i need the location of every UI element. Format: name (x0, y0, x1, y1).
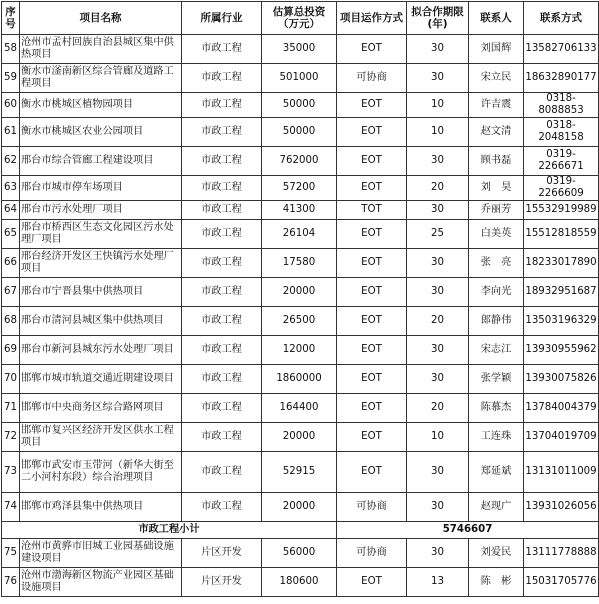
cell-mode: EOT (337, 452, 407, 493)
cell-mode: 可协商 (337, 493, 407, 522)
cell-no: 69 (2, 336, 20, 365)
cell-invest: 41300 (262, 201, 337, 220)
cell-term: 30 (407, 539, 469, 568)
cell-mode: EOT (337, 249, 407, 278)
cell-phone: 13930955962 (524, 336, 599, 365)
cell-contact: 白美英 (469, 220, 524, 249)
cell-invest: 20000 (262, 493, 337, 522)
cell-industry: 市政工程 (182, 35, 262, 64)
cell-no: 65 (2, 220, 20, 249)
cell-mode: 可协商 (337, 539, 407, 568)
cell-mode: EOT (337, 278, 407, 307)
cell-no: 61 (2, 118, 20, 147)
cell-industry: 市政工程 (182, 493, 262, 522)
cell-contact: 陈慕杰 (469, 394, 524, 423)
cell-industry: 片区开发 (182, 539, 262, 568)
cell-contact: 赵现广 (469, 493, 524, 522)
cell-name: 邯郸市武安市玉带河（新华大街至二小河村东段）综合治理项目 (20, 452, 182, 493)
cell-phone: 15031705776 (524, 568, 599, 597)
table-row (2, 278, 599, 307)
col-header-term: 拟合作期限(年) (407, 2, 469, 35)
col-header-industry: 所属行业 (182, 2, 262, 35)
cell-industry: 市政工程 (182, 147, 262, 176)
cell-contact: 郑延斌 (469, 452, 524, 493)
cell-phone: 18932951687 (524, 278, 599, 307)
cell-name: 邯郸市城市轨道交通近期建设项目 (20, 365, 182, 394)
cell-invest: 26500 (262, 307, 337, 336)
cell-term: 10 (407, 93, 469, 118)
cell-term: 20 (407, 176, 469, 201)
col-header-name: 项目名称 (20, 2, 182, 35)
cell-mode: EOT (337, 93, 407, 118)
cell-term: 25 (407, 220, 469, 249)
cell-term: 30 (407, 452, 469, 493)
cell-industry: 市政工程 (182, 118, 262, 147)
cell-invest: 57200 (262, 176, 337, 201)
cell-term: 20 (407, 307, 469, 336)
cell-mode: EOT (337, 336, 407, 365)
cell-name: 邢台市城市停车场项目 (20, 176, 182, 201)
table-row (2, 336, 599, 365)
cell-name: 邢台市清河县城区集中供热项目 (20, 307, 182, 336)
col-header-phone: 联系方式 (524, 2, 599, 35)
col-header-no: 序号 (2, 2, 20, 35)
subtotal-value: 5746607 (337, 522, 599, 539)
table-row (2, 93, 599, 118)
cell-no: 60 (2, 93, 20, 118)
cell-term: 10 (407, 423, 469, 452)
cell-name: 邯郸市复兴区经济开发区供水工程项目 (20, 423, 182, 452)
cell-mode: EOT (337, 365, 407, 394)
cell-invest: 1860000 (262, 365, 337, 394)
cell-contact: 刘 昊 (469, 176, 524, 201)
table-row (2, 147, 599, 176)
cell-industry: 市政工程 (182, 93, 262, 118)
cell-industry: 市政工程 (182, 307, 262, 336)
cell-industry: 市政工程 (182, 365, 262, 394)
cell-name: 邢台经济开发区王快镇污水处理厂项目 (20, 249, 182, 278)
cell-industry: 市政工程 (182, 64, 262, 93)
cell-term: 30 (407, 278, 469, 307)
col-header-mode: 项目运作方式 (337, 2, 407, 35)
cell-mode: EOT (337, 35, 407, 64)
table-row (2, 394, 599, 423)
cell-no: 68 (2, 307, 20, 336)
cell-mode: EOT (337, 118, 407, 147)
cell-name: 沧州市孟村回族自治县城区集中供热项目 (20, 35, 182, 64)
table-row (2, 365, 599, 394)
table-row (2, 493, 599, 522)
cell-phone: 15532919989 (524, 201, 599, 220)
cell-term: 30 (407, 201, 469, 220)
cell-phone: 18233017890 (524, 249, 599, 278)
cell-invest: 50000 (262, 93, 337, 118)
cell-contact: 张 亮 (469, 249, 524, 278)
cell-no: 71 (2, 394, 20, 423)
cell-contact: 陈 彬 (469, 568, 524, 597)
cell-mode: EOT (337, 307, 407, 336)
cell-contact: 赵文清 (469, 118, 524, 147)
subtotal-label: 市政工程小计 (2, 522, 337, 539)
cell-invest: 35000 (262, 35, 337, 64)
cell-no: 66 (2, 249, 20, 278)
cell-name: 沧州市黄骅市旧城工业园基础设施建设项目 (20, 539, 182, 568)
cell-invest: 164400 (262, 394, 337, 423)
cell-phone: 0319-2266671 (524, 147, 599, 176)
cell-industry: 市政工程 (182, 278, 262, 307)
cell-phone: 13111778888 (524, 539, 599, 568)
cell-phone: 13503196329 (524, 307, 599, 336)
cell-contact: 刘国辉 (469, 35, 524, 64)
cell-contact: 宋立民 (469, 64, 524, 93)
cell-invest: 17580 (262, 249, 337, 278)
cell-term: 30 (407, 365, 469, 394)
cell-term: 30 (407, 147, 469, 176)
cell-no: 73 (2, 452, 20, 493)
cell-industry: 市政工程 (182, 249, 262, 278)
cell-invest: 56000 (262, 539, 337, 568)
cell-invest: 26104 (262, 220, 337, 249)
cell-no: 58 (2, 35, 20, 64)
cell-phone: 0318-8088853 (524, 93, 599, 118)
cell-invest: 20000 (262, 278, 337, 307)
cell-mode: EOT (337, 394, 407, 423)
cell-mode: EOT (337, 423, 407, 452)
project-table (1, 1, 599, 597)
cell-no: 75 (2, 539, 20, 568)
cell-industry: 市政工程 (182, 336, 262, 365)
cell-phone: 15512818559 (524, 220, 599, 249)
subtotal-row (2, 522, 599, 539)
cell-phone: 18632890177 (524, 64, 599, 93)
cell-term: 30 (407, 493, 469, 522)
cell-no: 59 (2, 64, 20, 93)
cell-name: 邢台市桥西区生态文化园区污水处理厂项目 (20, 220, 182, 249)
table-row (2, 249, 599, 278)
table-body (2, 35, 599, 522)
cell-name: 邢台市污水处理厂项目 (20, 201, 182, 220)
cell-contact: 郎静伟 (469, 307, 524, 336)
cell-name: 邯郸市鸡泽县集中供热项目 (20, 493, 182, 522)
cell-phone: 13784004379 (524, 394, 599, 423)
cell-name: 沧州市渤海新区物流产业园区基础设施项目 (20, 568, 182, 597)
cell-mode: EOT (337, 147, 407, 176)
cell-invest: 762000 (262, 147, 337, 176)
cell-industry: 市政工程 (182, 201, 262, 220)
cell-mode: EOT (337, 220, 407, 249)
table-row (2, 539, 599, 568)
table-row (2, 118, 599, 147)
table-row (2, 201, 599, 220)
cell-term: 30 (407, 64, 469, 93)
cell-contact: 张学颖 (469, 365, 524, 394)
table-row (2, 423, 599, 452)
cell-phone: 13131011009 (524, 452, 599, 493)
cell-mode: EOT (337, 568, 407, 597)
cell-no: 76 (2, 568, 20, 597)
table-row (2, 176, 599, 201)
cell-name: 衡水市桃城区农业公园项目 (20, 118, 182, 147)
cell-industry: 市政工程 (182, 220, 262, 249)
cell-mode: TOT (337, 201, 407, 220)
cell-contact: 工连珠 (469, 423, 524, 452)
col-header-contact: 联系人 (469, 2, 524, 35)
cell-no: 63 (2, 176, 20, 201)
cell-no: 62 (2, 147, 20, 176)
cell-mode: 可协商 (337, 64, 407, 93)
table-row (2, 35, 599, 64)
header-row (2, 2, 599, 35)
cell-phone: 13930075826 (524, 365, 599, 394)
cell-phone: 13704019709 (524, 423, 599, 452)
cell-industry: 市政工程 (182, 423, 262, 452)
cell-invest: 20000 (262, 423, 337, 452)
cell-name: 邢台市综合管廊工程建设项目 (20, 147, 182, 176)
table-row (2, 64, 599, 93)
cell-name: 衡水市滏南新区综合管廊及道路工程项目 (20, 64, 182, 93)
cell-industry: 片区开发 (182, 568, 262, 597)
cell-phone: 13582706133 (524, 35, 599, 64)
cell-name: 邯郸市中央商务区综合路网项目 (20, 394, 182, 423)
cell-no: 67 (2, 278, 20, 307)
table-body-2 (2, 539, 599, 597)
cell-phone: 13931026056 (524, 493, 599, 522)
cell-mode: EOT (337, 176, 407, 201)
cell-term: 30 (407, 336, 469, 365)
cell-invest: 501000 (262, 64, 337, 93)
cell-no: 74 (2, 493, 20, 522)
cell-name: 邢台市宁晋县集中供热项目 (20, 278, 182, 307)
cell-contact: 许吉震 (469, 93, 524, 118)
table-row (2, 307, 599, 336)
table-row (2, 220, 599, 249)
cell-invest: 12000 (262, 336, 337, 365)
cell-term: 20 (407, 394, 469, 423)
cell-industry: 市政工程 (182, 176, 262, 201)
cell-invest: 50000 (262, 118, 337, 147)
cell-contact: 李向光 (469, 278, 524, 307)
table-row (2, 568, 599, 597)
cell-name: 邢台市新河县城东污水处理厂项目 (20, 336, 182, 365)
cell-industry: 市政工程 (182, 394, 262, 423)
cell-no: 70 (2, 365, 20, 394)
cell-contact: 宋志江 (469, 336, 524, 365)
cell-contact: 顾书磊 (469, 147, 524, 176)
cell-term: 30 (407, 35, 469, 64)
cell-no: 64 (2, 201, 20, 220)
cell-name: 衡水市桃城区植物园项目 (20, 93, 182, 118)
cell-industry: 市政工程 (182, 452, 262, 493)
cell-term: 13 (407, 568, 469, 597)
cell-phone: 0319-2266609 (524, 176, 599, 201)
cell-no: 72 (2, 423, 20, 452)
col-header-invest: 估算总投资（万元） (262, 2, 337, 35)
cell-term: 10 (407, 118, 469, 147)
cell-term: 30 (407, 249, 469, 278)
cell-invest: 52915 (262, 452, 337, 493)
table-row (2, 452, 599, 493)
cell-contact: 刘爱民 (469, 539, 524, 568)
cell-phone: 0318-2048158 (524, 118, 599, 147)
cell-contact: 乔丽芳 (469, 201, 524, 220)
cell-invest: 180600 (262, 568, 337, 597)
